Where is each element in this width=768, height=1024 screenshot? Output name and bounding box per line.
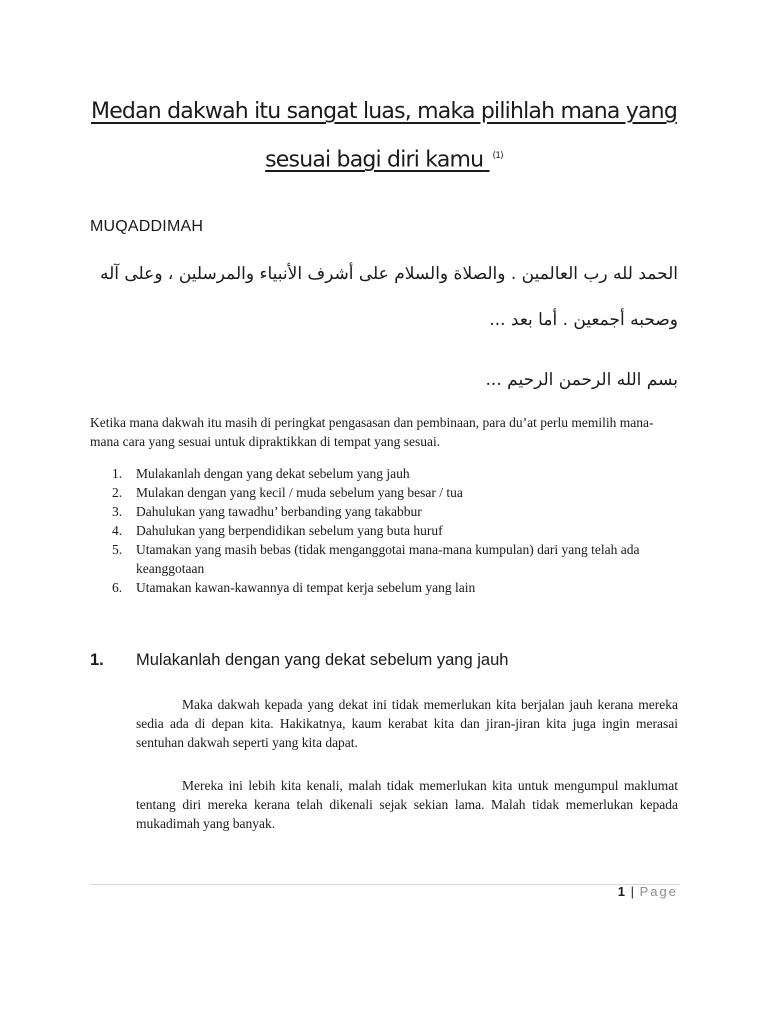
footnote-reference[interactable]: (1) — [492, 151, 503, 161]
page-separator: | — [630, 884, 634, 899]
arabic-line-1: الحمد لله رب العالمين . والصلاة والسلام على أشرف الأنبياء والمرسلين ، وعلى آله — [99, 264, 678, 284]
list-item-number: 6. — [112, 580, 123, 595]
section-1-heading — [90, 651, 680, 670]
list-item-number: 2. — [112, 485, 123, 500]
arabic-line-2: وصحبه أجمعين . أما بعد ... — [489, 310, 678, 330]
list-item-number: 5. — [112, 542, 123, 557]
page-number: 1 — [617, 884, 625, 899]
list-item — [90, 483, 680, 502]
footer-divider — [90, 884, 680, 885]
list-item-text: Utamakan kawan-kawannya di tempat kerja sebelum yang lain — [136, 580, 476, 595]
list-item-number: 3. — [112, 504, 123, 519]
list-item — [90, 578, 680, 597]
document-title-line-1: Medan dakwah itu sangat luas, maka pilihlah mana yang — [91, 99, 677, 124]
section-title: Mulakanlah dengan yang dekat sebelum yang jauh — [136, 651, 509, 669]
list-item-text: Mulakanlah dengan yang dekat sebelum yang jauh — [136, 466, 410, 481]
list-item — [90, 464, 680, 483]
list-item-text: Dahulukan yang tawadhu’ berbanding yang takabbur — [136, 504, 422, 519]
page-label: Page — [639, 884, 678, 899]
muqaddimah-heading: MUQADDIMAH — [90, 218, 204, 235]
document-title-line-2 — [90, 136, 678, 180]
list-item-text: Utamakan yang masih bebas (tidak menganggotai mana-mana kumpulan) dari yang telah ada keanggotaan — [136, 542, 640, 576]
arabic-line-3: بسم الله الرحمن الرحيم ... — [485, 370, 678, 390]
list-item-text: Dahulukan yang berpendidikan sebelum yang buta huruf — [136, 523, 443, 538]
page-number-footer — [618, 884, 678, 899]
section-1-paragraph-1: Maka dakwah kepada yang dekat ini tidak memerlukan kita berjalan jauh kerana mereka sedia ada di depan kita. Hakikatnya, kaum kerabat kita dan jiran-jiran kita juga ingin merasai sentuhan dakwah seperti yang kita dapat. — [136, 697, 678, 750]
section-1-paragraph-2: Mereka ini lebih kita kenali, malah tidak memerlukan kita untuk mengumpul maklumat tentang diri mereka kerana telah dikenali sejak sekian lama. Malah tidak memerlukan kepada mukadimah yang banyak. — [136, 778, 678, 831]
list-item-number: 4. — [112, 523, 123, 538]
list-item — [90, 540, 680, 578]
list-item — [90, 521, 680, 540]
numbered-list — [90, 464, 680, 597]
intro-paragraph: Ketika mana dakwah itu masih di peringkat pengasasan dan pembinaan, para du’at perlu memilih mana-mana cara yang sesuai untuk dipraktikkan di tempat yang sesuai. — [90, 415, 654, 449]
list-item-number: 1. — [112, 466, 123, 481]
list-item-text: Mulakan dengan yang kecil / muda sebelum yang besar / tua — [136, 485, 463, 500]
section-number: 1. — [90, 651, 104, 669]
list-item — [90, 502, 680, 521]
document-title-text: sesuai bagi diri kamu — [265, 147, 484, 173]
